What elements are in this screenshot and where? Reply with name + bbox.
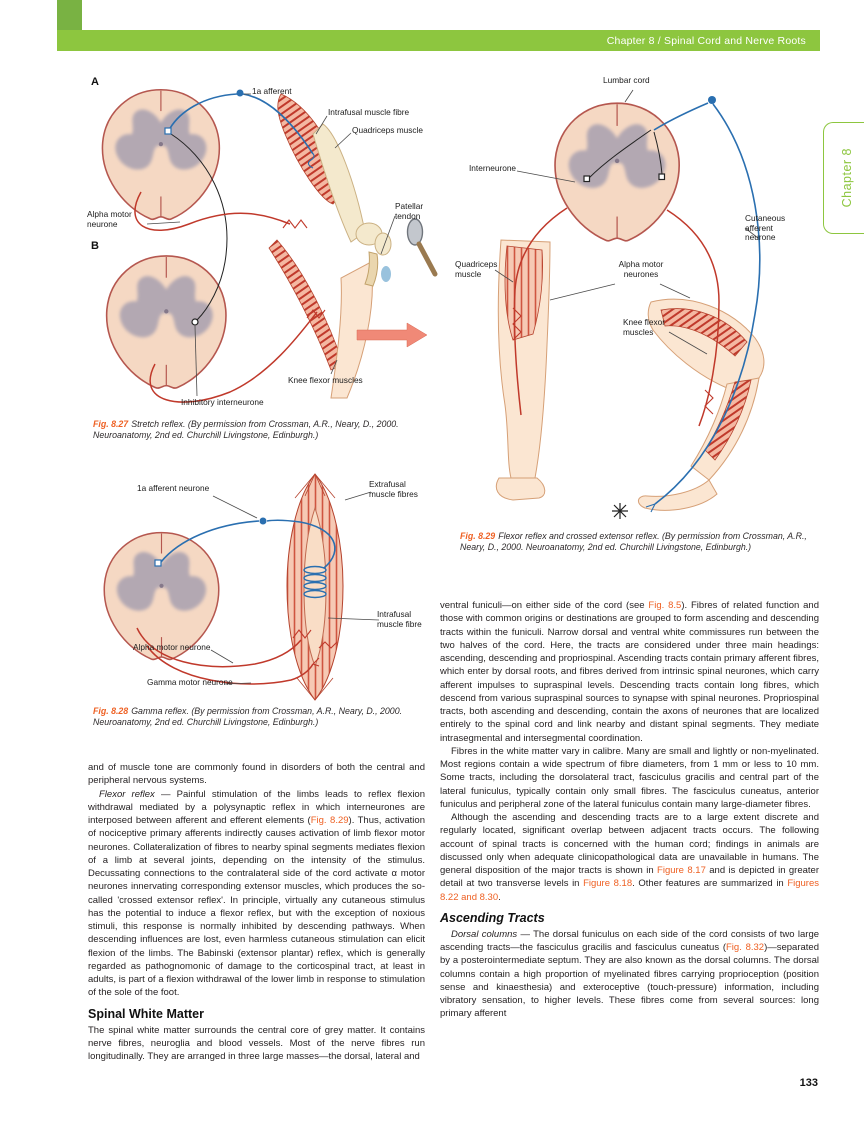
label-alpha-motor-neurone: Alpha motor neurone [87, 209, 132, 229]
paragraph [440, 599, 819, 745]
right-text-column [440, 599, 819, 1021]
text-run: ). Fibres of related function and those with common origins or destinations are grouped to form ascending and descending tracts within the funiculi. Narrow dorsal and ventral white commissures run between the two halves of the cord. Here, the tracts are considered under three main headings: ascending, descending and propriospinal. Ascending tracts contain primary afferent fibres, which enter by dorsal roots, and fibres derived from intrinsic spinal neurones, which carry afferent impulses to supraspinal levels. Descending tracts contain long fibres, which descend from various supraspinal sources to synapse with spinal neurones. Propriospinal tracts, both ascending and descending, contain the axons of neurones that are localized entirely to the spinal cord and link nearby and distant spinal segments. They mediate intrasegmental and intersegmental coordination. [440, 600, 819, 744]
label-quadriceps-muscle: Quadriceps muscle [352, 125, 424, 135]
panel-label-b: B [91, 240, 99, 252]
figure-reference-link[interactable]: Fig. 8.32 [726, 942, 765, 953]
left-text-column [88, 761, 425, 1063]
text-run: The spinal white matter surrounds the central core of grey matter. It contains nerve fibres, neuroglia and blood vessels. Most of the nerve fibres run longitudinally. They are arranged in three large masses—the dorsal, lateral and [88, 1024, 425, 1062]
figure-8-28-caption-number: Fig. 8.28 [93, 706, 129, 716]
label-interneurone: Interneurone [469, 163, 517, 173]
chapter-header-bar [57, 30, 820, 51]
patella [375, 233, 391, 255]
label-patellar-tendon: Patellar tendon [395, 201, 424, 221]
figure-8-28-gamma-reflex [95, 470, 440, 705]
text-run: Although the ascending and descending tracts are to a large extent discrete and regularly located, significant overlap between adjacent tracts occurs. The following account of spinal tracts is concerned with the human cord; findings in animals are discussed only when adequate clinicopathological data are unavailable in humans. The general disposition of the major tracts is shown in [440, 812, 819, 876]
figure-8-28-caption [93, 706, 425, 729]
text-run: and of muscle tone are commonly found in disorders of both the central and peripheral nervous systems. [88, 762, 425, 787]
muscle-spindle [287, 474, 343, 700]
figure-8-29-flexor-reflex [455, 70, 825, 528]
figure-reference-link[interactable]: Figure 8.17 [657, 865, 706, 876]
paragraph [440, 811, 819, 904]
text-run: and is depicted in greater detail at two transverse levels in [440, 865, 819, 890]
lumbar-cord-section [555, 103, 679, 241]
label-1a-afferent-neurone: 1a afferent neurone [137, 483, 210, 493]
knee-flexor-muscle-shape [269, 240, 343, 370]
page-number: 133 [799, 1077, 818, 1089]
text-run: . [498, 891, 501, 903]
text-run: ventral funiculi—on either side of the cord (see [440, 600, 649, 611]
label-quadriceps-muscle: Quadriceps muscle [455, 259, 498, 279]
spinal-cord-section-a [102, 90, 219, 220]
text-run: . Other features are summarized in [632, 878, 788, 890]
section-heading: Ascending Tracts [440, 910, 545, 925]
chapter-header-title: Chapter 8 / Spinal Cord and Nerve Roots [606, 34, 806, 47]
text-run: )—separated by a posterointermediate septum. They are also known as the dorsal columns. The dorsal columns contain a high proportion of myelinated fibres carrying proprioception (position sense and kinaesthesia) and exteroceptive (touch-pressure) information, including vibratory sensation, to higher levels. These fibres come from several sources: long primary afferent [440, 942, 819, 1020]
paragraph [88, 788, 425, 1000]
spinal-cord-section-b [107, 256, 226, 388]
text-run: ). Thus, activation of nociceptive primary afferents indirectly causes activation of limb flexor motor neurones. Collateralization of fibres to nearby spinal segments mediates flexion of a limb at several joints, depending on the intensity of the stimulus. Decussating connections to the contralateral side of the cord activate α motor neurones innervating corresponding extensor muscles, which produces the so-called 'crossed extensor reflex'. In principle, virtually any cutaneous stimulus has the potential to induce a flexor reflex, but with the exception of noxious stimuli, this response is normally inhibited by descending pathways. When descending influences are lost, even harmless cutaneous stimulation can elicit flexion of the limbs. The Babinski (extensor plantar) reflex, which is generally regarded as pathognomonic of damage to the corticospinal tract, at least in adults, is part of a flexion withdrawal of the lower limb in response to stimulation of the sole of the foot. [88, 815, 425, 999]
label-extrafusal-muscle-fibres: Extrafusal muscle fibres [369, 479, 418, 499]
section-heading: Spinal White Matter [88, 1006, 204, 1021]
bursa [381, 266, 391, 282]
gamma-reflex-diagram [95, 470, 440, 705]
reflex-hammer [408, 219, 436, 274]
figure-8-27-caption-number: Fig. 8.27 [93, 419, 129, 429]
figure-8-27-caption-text: Stretch reflex. (By permission from Crossman, A.R., Neary, D., 2000. Neuroanatomy, 2nd ed. Churchill Livingstone, Edinburgh.) [93, 419, 399, 441]
label-alpha-motor-neurone: Alpha motor neurone [133, 642, 211, 652]
label-lumbar-cord: Lumbar cord [603, 75, 650, 85]
figure-reference-link[interactable]: Fig. 8.29 [310, 815, 349, 826]
paragraph [440, 928, 819, 1021]
pain-stimulus-icon [612, 503, 628, 519]
figure-8-28-caption-text: Gamma reflex. (By permission from Crossman, A.R., Neary, D., 2000. Neuroanatomy, 2nd ed. Churchill Livingstone, Edinburgh.) [93, 706, 403, 728]
label-knee-flexor-muscles: Knee flexor muscles [288, 375, 363, 385]
spinal-cord-section [104, 533, 218, 660]
label-intrafusal-muscle-fibre: Intrafusal muscle fibre [377, 609, 422, 629]
panel-label-a: A [91, 76, 99, 88]
label-gamma-motor-neurone: Gamma motor neurone [147, 677, 233, 687]
label-cutaneous-afferent-neurone: Cutaneous afferent neurone [745, 213, 786, 243]
figure-8-27-stretch-reflex [85, 72, 445, 417]
label-1a-afferent: 1a afferent [252, 86, 292, 96]
text-run: Dorsal columns [451, 928, 518, 940]
knee-anatomy [269, 94, 391, 398]
figure-8-27-caption [93, 419, 425, 442]
label-intrafusal-muscle-fibre: Intrafusal muscle fibre [328, 107, 410, 117]
figure-reference-link[interactable]: Figures 8.22 and 8.30 [440, 878, 820, 903]
header-corner-tab [57, 0, 82, 30]
figure-8-29-caption [460, 531, 812, 554]
text-run: — The dorsal funiculus on each side of the cord consists of two large ascending tracts—the fasciculus gracilis and fasciculus cuneatus ( [440, 928, 820, 953]
figure-reference-link[interactable]: Figure 8.18 [583, 878, 633, 890]
label-knee-flexor-muscles: Knee flexor muscles [623, 317, 665, 337]
figure-8-29-caption-number: Fig. 8.29 [460, 531, 496, 541]
figure-8-29-caption-text: Flexor reflex and crossed extensor reflex. (By permission from Crossman, A.R., Neary, D., 2000. Neuroanatomy, 2nd ed. Churchill Livingstone, Edinburgh.) [460, 531, 807, 553]
flexor-reflex-diagram [455, 70, 825, 528]
text-run: Fibres in the white matter vary in calibre. Many are small and lightly or non-myelinated. Most regions contain a wide spectrum of fibre diameters, from 1 mm or less to 10 mm. Some tracts, including the dorsolateral tract, fasciculus gracilis and central part of the lateral funiculus, typically contain only small fibres. The fasciculus cuneatus, anterior funiculus and peripheral zone of the lateral funiculus contain many large-diameter fibres. [440, 745, 819, 810]
paragraph [440, 745, 819, 811]
chapter-side-tab[interactable] [823, 122, 864, 234]
stretch-reflex-diagram [85, 72, 445, 417]
paragraph [88, 1024, 425, 1064]
text-run: Flexor reflex [99, 788, 155, 800]
label-inhibitory-interneurone: Inhibitory interneurone [181, 397, 264, 407]
text-run: — Painful stimulation of the limbs leads to reflex flexion withdrawal mediated by a polysynaptic reflex in which interneurones are interposed between afferent and efferent elements ( [88, 788, 425, 826]
label-alpha-motor-neurones: Alpha motor neurones [618, 259, 664, 279]
paragraph [88, 761, 425, 788]
figure-reference-link[interactable]: Fig. 8.5 [648, 600, 682, 611]
chapter-side-tab-label: Chapter 8 [839, 148, 854, 208]
